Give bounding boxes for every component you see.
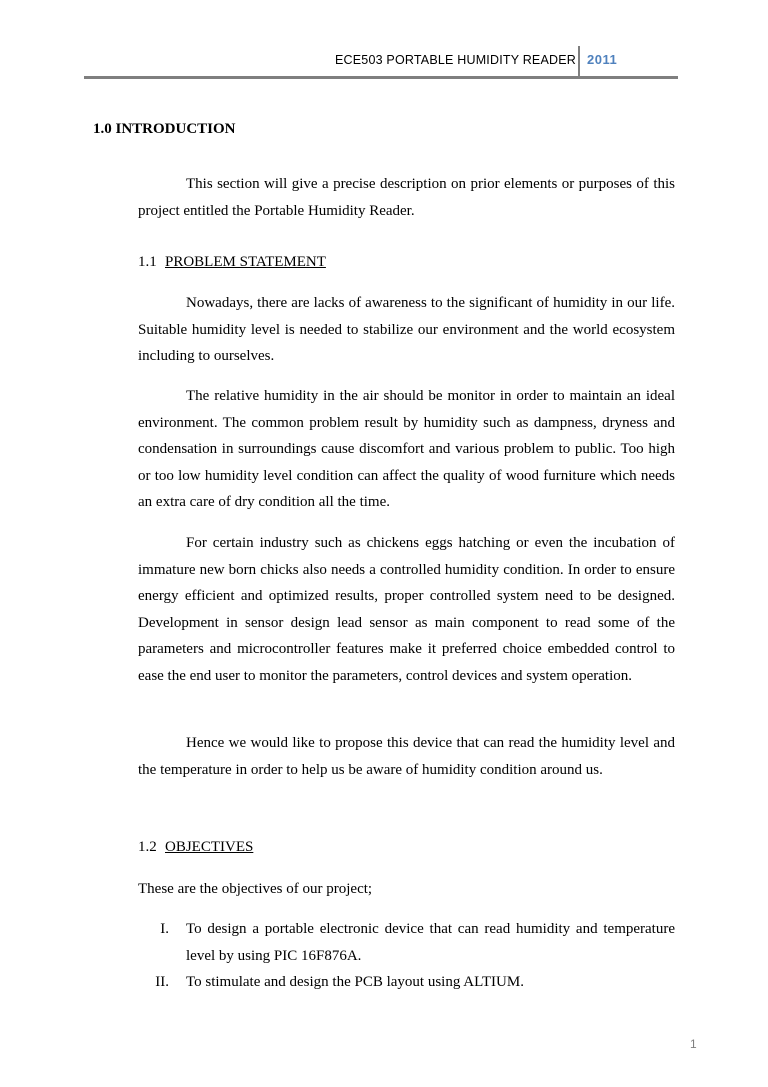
subsection-title: PROBLEM STATEMENT [165,254,326,270]
subsection-heading-problem-statement [138,254,326,271]
list-item [138,916,675,969]
header-divider [578,46,580,76]
header-title: ECE503 PORTABLE HUMIDITY READER [335,53,576,67]
problem-paragraph-4: Hence we would like to propose this device that can read the humidity level and the temperature in order to help us be aware of humidity condition around us. [138,735,675,778]
list-item-number: II. [155,974,169,990]
page-number: 1 [690,1037,697,1051]
subsection-heading-objectives [138,839,253,856]
header-rule [84,76,678,79]
subsection-title: OBJECTIVES [165,839,254,855]
problem-paragraph-1: Nowadays, there are lacks of awareness to the significant of humidity in our life. Suitable humidity level is needed to stabilize our environment and the world ecosystem including to ourselves. [138,295,675,364]
list-item-text: To stimulate and design the PCB layout using ALTIUM. [186,974,524,990]
header-year: 2011 [587,52,618,67]
section-heading-introduction: 1.0 INTRODUCTION [93,121,236,137]
list-item [138,969,675,996]
list-item-number: I. [160,921,169,937]
list-item-text: To design a portable electronic device that can read humidity and temperature level by using PIC 16F876A. [186,921,675,964]
subsection-number: 1.1 [138,254,157,270]
intro-paragraph: This section will give a precise description on prior elements or purposes of this project entitled the Portable Humidity Reader. [138,176,675,219]
page-header [0,46,768,76]
objectives-intro: These are the objectives of our project; [138,881,373,897]
subsection-number: 1.2 [138,839,157,855]
problem-paragraph-2: The relative humidity in the air should be monitor in order to maintain an ideal environment. The common problem result by humidity such as dampness, dryness and condensation in surroundings cause discomfort and various problem to public. Too high or too low humidity level condition can affect the quality of wood furniture which needs an extra care of dry condition all the time. [138,388,675,510]
problem-paragraph-3: For certain industry such as chickens eggs hatching or even the incubation of immature new born chicks also needs a controlled humidity condition. In order to ensure energy efficient and optimized results, proper controlled system need to be designed. Development in sensor design lead sensor as main component to read some of the parameters and microcontroller features make it preferred choice embedded control to ease the end user to monitor the parameters, control devices and system operation. [138,535,675,684]
